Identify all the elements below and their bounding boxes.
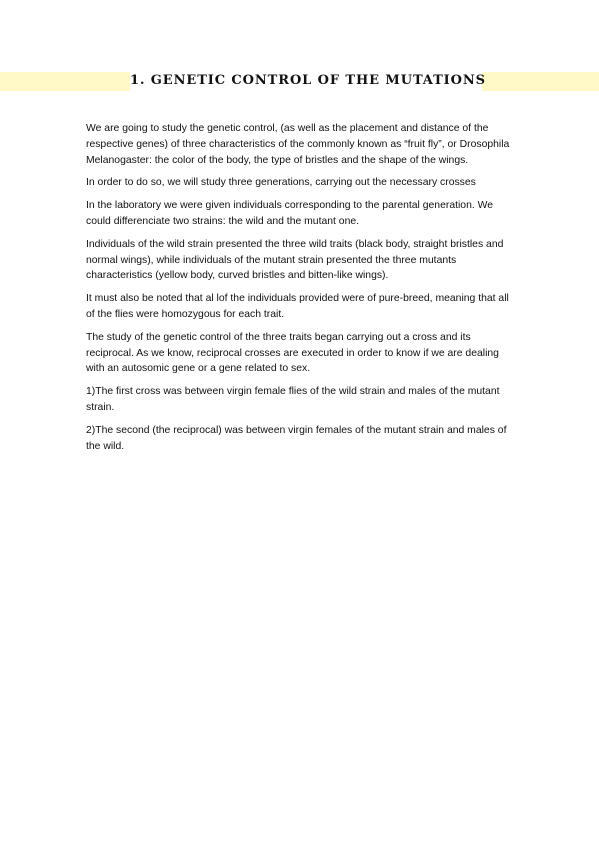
paragraph-method: In order to do so, we will study three generations, carrying out the necessary crosses xyxy=(86,177,476,189)
section-heading: 1. GENETIC CONTROL OF THE MUTATIONS xyxy=(130,73,486,88)
paragraph-intro: We are going to study the genetic control, (as well as the placement and distance of the respective genes) of three characteristics of the commonly known as “fruit fly”, or Drosophila Melanogaster: the color of the body, the type of bristles and the shape of the wings. xyxy=(86,123,510,166)
paragraph-pure-breed: It must also be noted that al lof the individuals provided were of pure-breed, meaning that all of the flies were homozygous for each trait. xyxy=(86,293,509,320)
document-body xyxy=(86,121,514,461)
paragraph-first-cross: 1)The first cross was between virgin female flies of the wild strain and males of the mutant strain. xyxy=(86,386,500,413)
paragraph-reciprocal: The study of the genetic control of the three traits began carrying out a cross and its reciprocal. As we know, reciprocal crosses are executed in order to know if we are dealing with an autosomic gene or a gene related to sex. xyxy=(86,331,499,375)
paragraph-laboratory: In the laboratory we were given individuals corresponding to the parental generation. We could differenciate two strains: the wild and the mutant one. xyxy=(86,200,494,227)
paragraph-strains: Individuals of the wild strain presented the three wild traits (black body, straight bristles and normal wings), while individuals of the mutant strain presented the three mutants characteristics (yellow body, curved bristles and bitten-like wings). xyxy=(86,238,504,282)
paragraph-second-cross: 2)The second (the reciprocal) was between virgin females of the mutant strain and males of the wild. xyxy=(86,424,507,452)
